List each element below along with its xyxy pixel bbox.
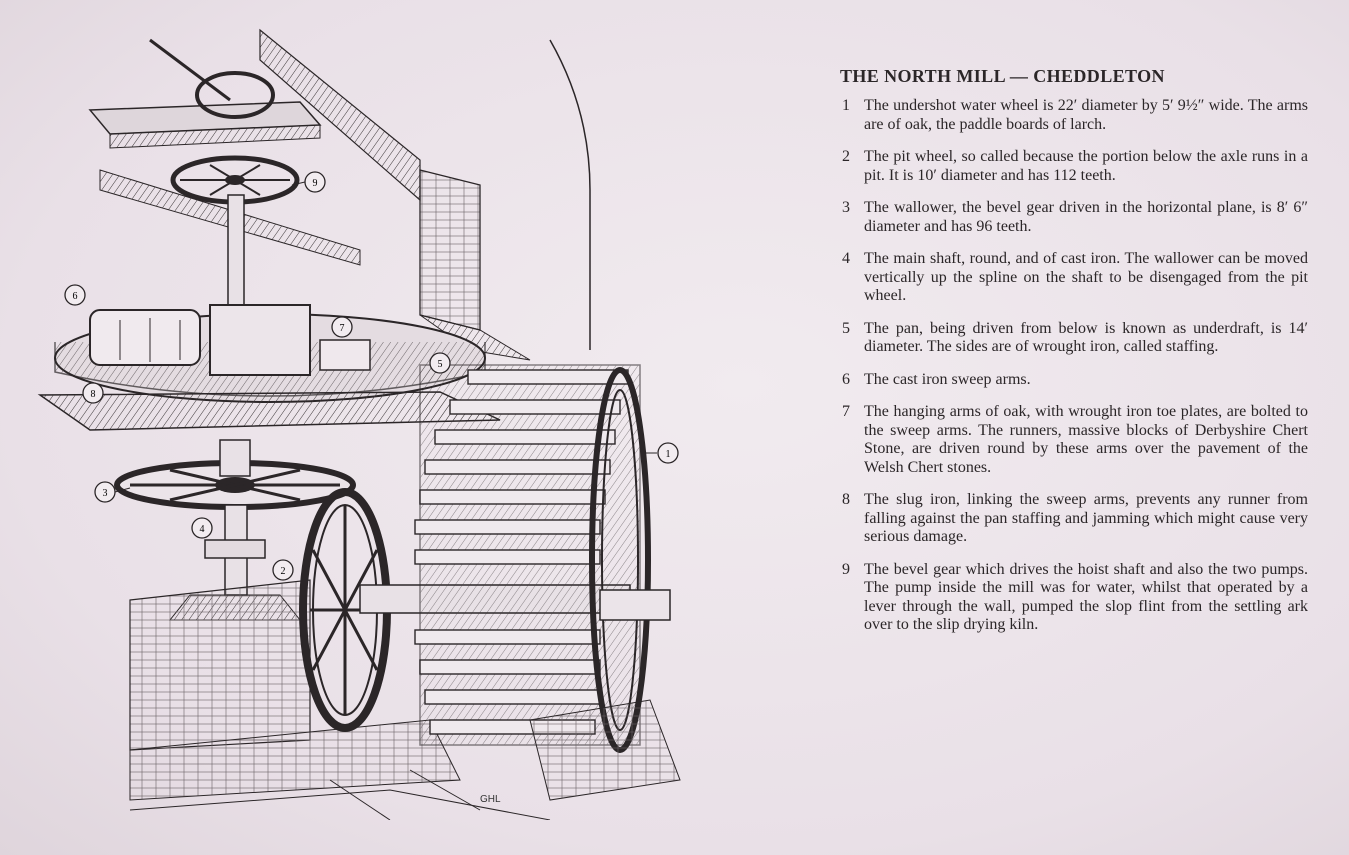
- legend-title: THE NORTH MILL — CHEDDLETON: [840, 66, 1165, 86]
- legend-item-3: [838, 199, 1308, 236]
- legend-item-5: [838, 320, 1308, 357]
- wallower-gear: [117, 440, 353, 507]
- legend-item-9: [838, 561, 1308, 635]
- mill-machinery-illustration: [30, 20, 730, 820]
- mill-drawing: [30, 20, 730, 820]
- legend-number: 4: [842, 250, 850, 267]
- water-wheel: [415, 365, 670, 750]
- legend-text: The wallower, the bevel gear driven in the horizontal plane, is 8′ 6″ diameter and has 96 teeth.: [864, 199, 1308, 235]
- legend-number: 7: [842, 403, 850, 420]
- legend-text: The hanging arms of oak, with wrought iron toe plates, are bolted to the sweep arms. The runners, massive blocks of Derbyshire Chert Stone, are driven round by these arms over the pavement of the Welsh Chert stones.: [864, 403, 1308, 476]
- legend-number: 5: [842, 319, 850, 337]
- svg-text:3: 3: [102, 488, 108, 499]
- svg-text:4: 4: [199, 524, 205, 535]
- legend-panel: [838, 66, 1308, 649]
- artist-signature: GHL: [480, 794, 501, 805]
- legend-item-1: [838, 97, 1308, 134]
- callout-1: [642, 443, 678, 463]
- legend-text: The bevel gear which drives the hoist shaft and also the two pumps. The pump inside the mill was for water, whilst that operated by a lever through the wall, pumped the slop flint from the settling ark over to the slip drying kiln.: [864, 560, 1308, 633]
- legend-item-6: [838, 371, 1308, 390]
- svg-text:8: 8: [90, 389, 96, 400]
- legend-number: 9: [842, 560, 850, 578]
- legend-text: The pan, being driven from below is known as underdraft, is 14′ diameter. The sides are of wrought iron, called staffing.: [864, 319, 1308, 355]
- callout-5: [430, 353, 450, 373]
- legend-number: 1: [842, 97, 850, 114]
- svg-text:2: 2: [280, 566, 286, 577]
- callout-6: [65, 285, 85, 305]
- legend-number: 8: [842, 491, 850, 508]
- svg-text:5: 5: [437, 359, 443, 370]
- legend-text: The undershot water wheel is 22′ diameter by 5′ 9½″ wide. The arms are of oak, the paddle boards of larch.: [864, 97, 1308, 133]
- legend-text: The main shaft, round, and of cast iron. The wallower can be moved vertically up the spline on the shaft to be disengaged from the pit wheel.: [864, 250, 1308, 304]
- legend-text: The pit wheel, so called because the portion below the axle runs in a pit. It is 10′ diameter and has 112 teeth.: [864, 148, 1308, 184]
- callout-2: [273, 560, 293, 580]
- legend-item-4: [838, 250, 1308, 306]
- brick-pillar: [420, 40, 590, 360]
- legend-item-8: [838, 491, 1308, 547]
- svg-text:9: 9: [312, 178, 318, 189]
- legend-number: 6: [842, 370, 850, 388]
- svg-text:1: 1: [665, 449, 671, 460]
- callout-8: [83, 383, 103, 403]
- legend-number: 3: [842, 199, 850, 216]
- callout-7: [332, 317, 352, 337]
- ceiling-beams: [90, 30, 420, 265]
- callout-4: [192, 518, 212, 538]
- legend-item-2: [838, 148, 1308, 185]
- legend-text: The slug iron, linking the sweep arms, prevents any runner from falling against the pan staffing and jamming which might cause very serious damage.: [864, 491, 1308, 545]
- legend-text: The cast iron sweep arms.: [864, 370, 1031, 388]
- svg-text:7: 7: [339, 323, 345, 334]
- svg-text:6: 6: [72, 291, 78, 302]
- legend-item-7: [838, 403, 1308, 477]
- legend-number: 2: [842, 148, 850, 165]
